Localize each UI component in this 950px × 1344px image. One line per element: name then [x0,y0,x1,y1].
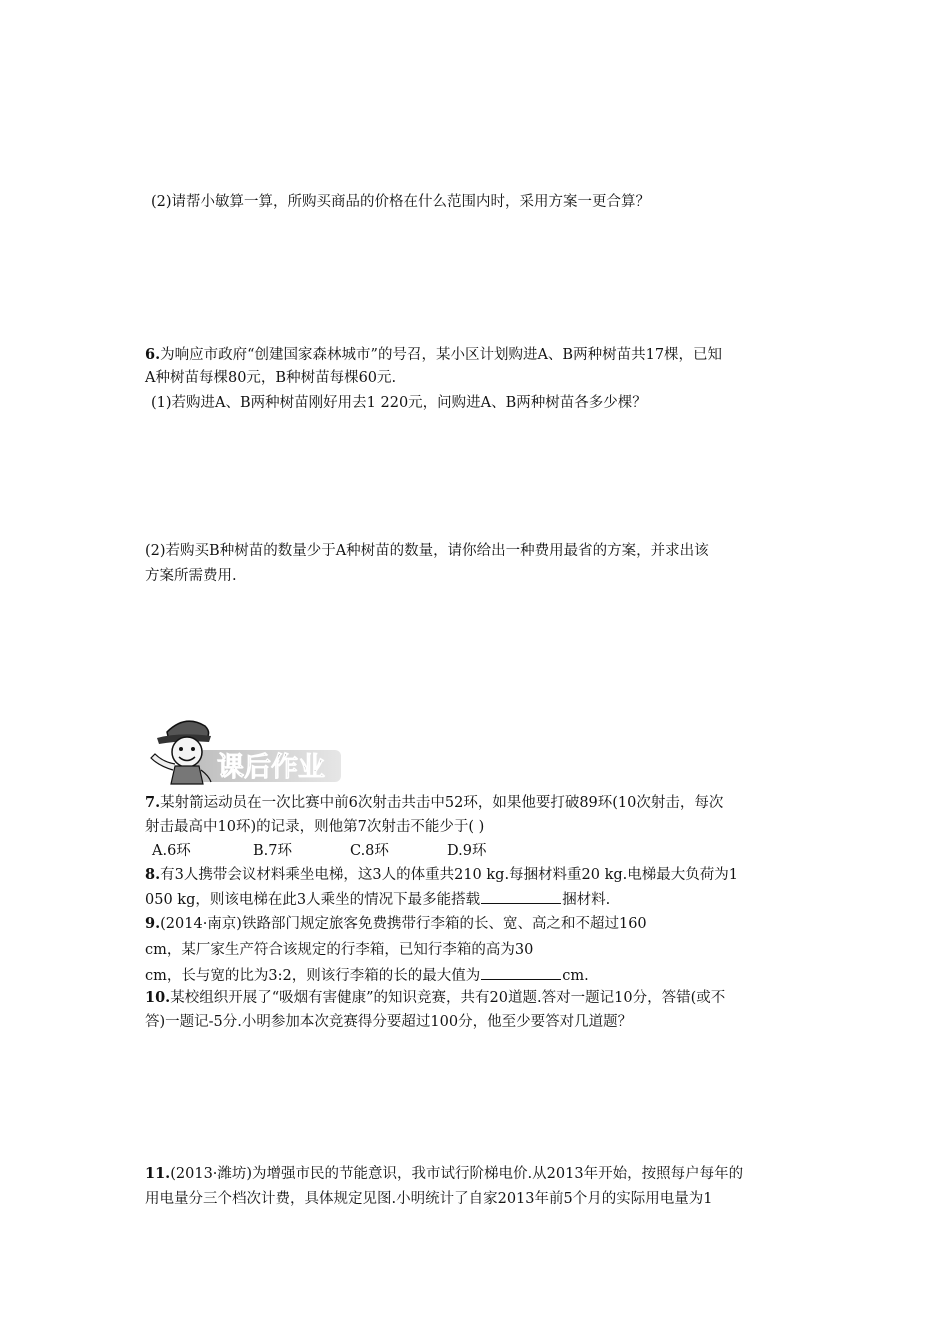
q8-text2: 050 kg，则该电梯在此3人乘坐的情况下最多能搭载 [145,892,481,908]
q6-part1: (1)若购进A、B两种树苗刚好用去1 220元，问购进A、B两种树苗各多少棵？ [151,395,647,411]
q7-option-b[interactable]: B.7环 [253,843,292,859]
q6-number: 6. [145,346,161,363]
q5-part2: (2)请帮小敏算一算，所购买商品的价格在什么范围内时，采用方案一更合算？ [151,194,651,210]
q9-text4: cm. [562,968,589,984]
q7-number: 7. [145,794,161,811]
q6-part2-line1: (2)若购买B种树苗的数量少于A种树苗的数量，请你给出一种费用最省的方案，并求出该 [145,543,709,559]
q9-line1 [145,914,825,934]
q9-number: 9. [145,915,161,932]
q7-option-a[interactable]: A.6环 [152,843,191,859]
q6-line2: A种树苗每棵80元，B种树苗每棵60元. [145,370,397,386]
homework-banner-graphic [145,714,343,786]
q8-line1 [145,865,825,885]
q8-text1: 有3人携带会议材料乘坐电梯，这3人的体重共210 kg.每捆材料重20 kg.电梯最大负荷为1 [160,867,739,883]
q9-line2: cm，某厂家生产符合该规定的行李箱，已知行李箱的高为30 [145,942,534,958]
q10-line1 [145,988,825,1008]
q8-answer-blank[interactable] [481,889,561,904]
q10-line2: 答)一题记-5分.小明参加本次竞赛得分要超过100分，他至少要答对几道题？ [145,1014,633,1030]
q8-number: 8. [145,866,161,883]
q6-part2-line2: 方案所需费用. [145,568,237,584]
q8-text3: 捆材料. [562,892,611,908]
q9-text3: cm，长与宽的比为3:2，则该行李箱的长的最大值为 [145,968,481,984]
homework-banner [145,714,343,786]
q11-text1: (2013·潍坊)为增强市民的节能意识，我市试行阶梯电价.从2013年开始，按照每户每年的 [170,1166,744,1182]
q10-number: 10. [145,989,171,1006]
q6-line1 [145,345,825,365]
q10-text1: 某校组织开展了“吸烟有害健康”的知识竞赛，共有20道题.答对一题记10分，答错(或不 [170,990,726,1006]
q11-line2: 用电量分三个档次计费，具体规定见图.小明统计了自家2013年前5个月的实际用电量为1 [145,1191,713,1207]
banner-title: 课后作业 [217,752,325,783]
q9-line3 [145,965,825,986]
q9-answer-blank[interactable] [481,965,561,980]
q7-option-c[interactable]: C.8环 [350,843,389,859]
q7-option-d[interactable]: D.9环 [447,843,487,859]
q7-text1: 某射箭运动员在一次比赛中前6次射击共击中52环，如果他要打破89环(10次射击，每次 [160,795,724,811]
q7-line2: 射击最高中10环)的记录，则他第7次射击不能少于( ) [145,819,485,835]
q6-text1: 为响应市政府“创建国家森林城市”的号召，某小区计划购进A、B两种树苗共17棵，已知 [160,347,723,363]
q7-options [152,841,507,861]
q11-number: 11. [145,1165,171,1182]
q7-line1 [145,793,825,813]
q9-text1: (2014·南京)铁路部门规定旅客免费携带行李箱的长、宽、高之和不超过160 [160,916,647,932]
q8-line2 [145,889,825,910]
q11-line1 [145,1164,825,1184]
